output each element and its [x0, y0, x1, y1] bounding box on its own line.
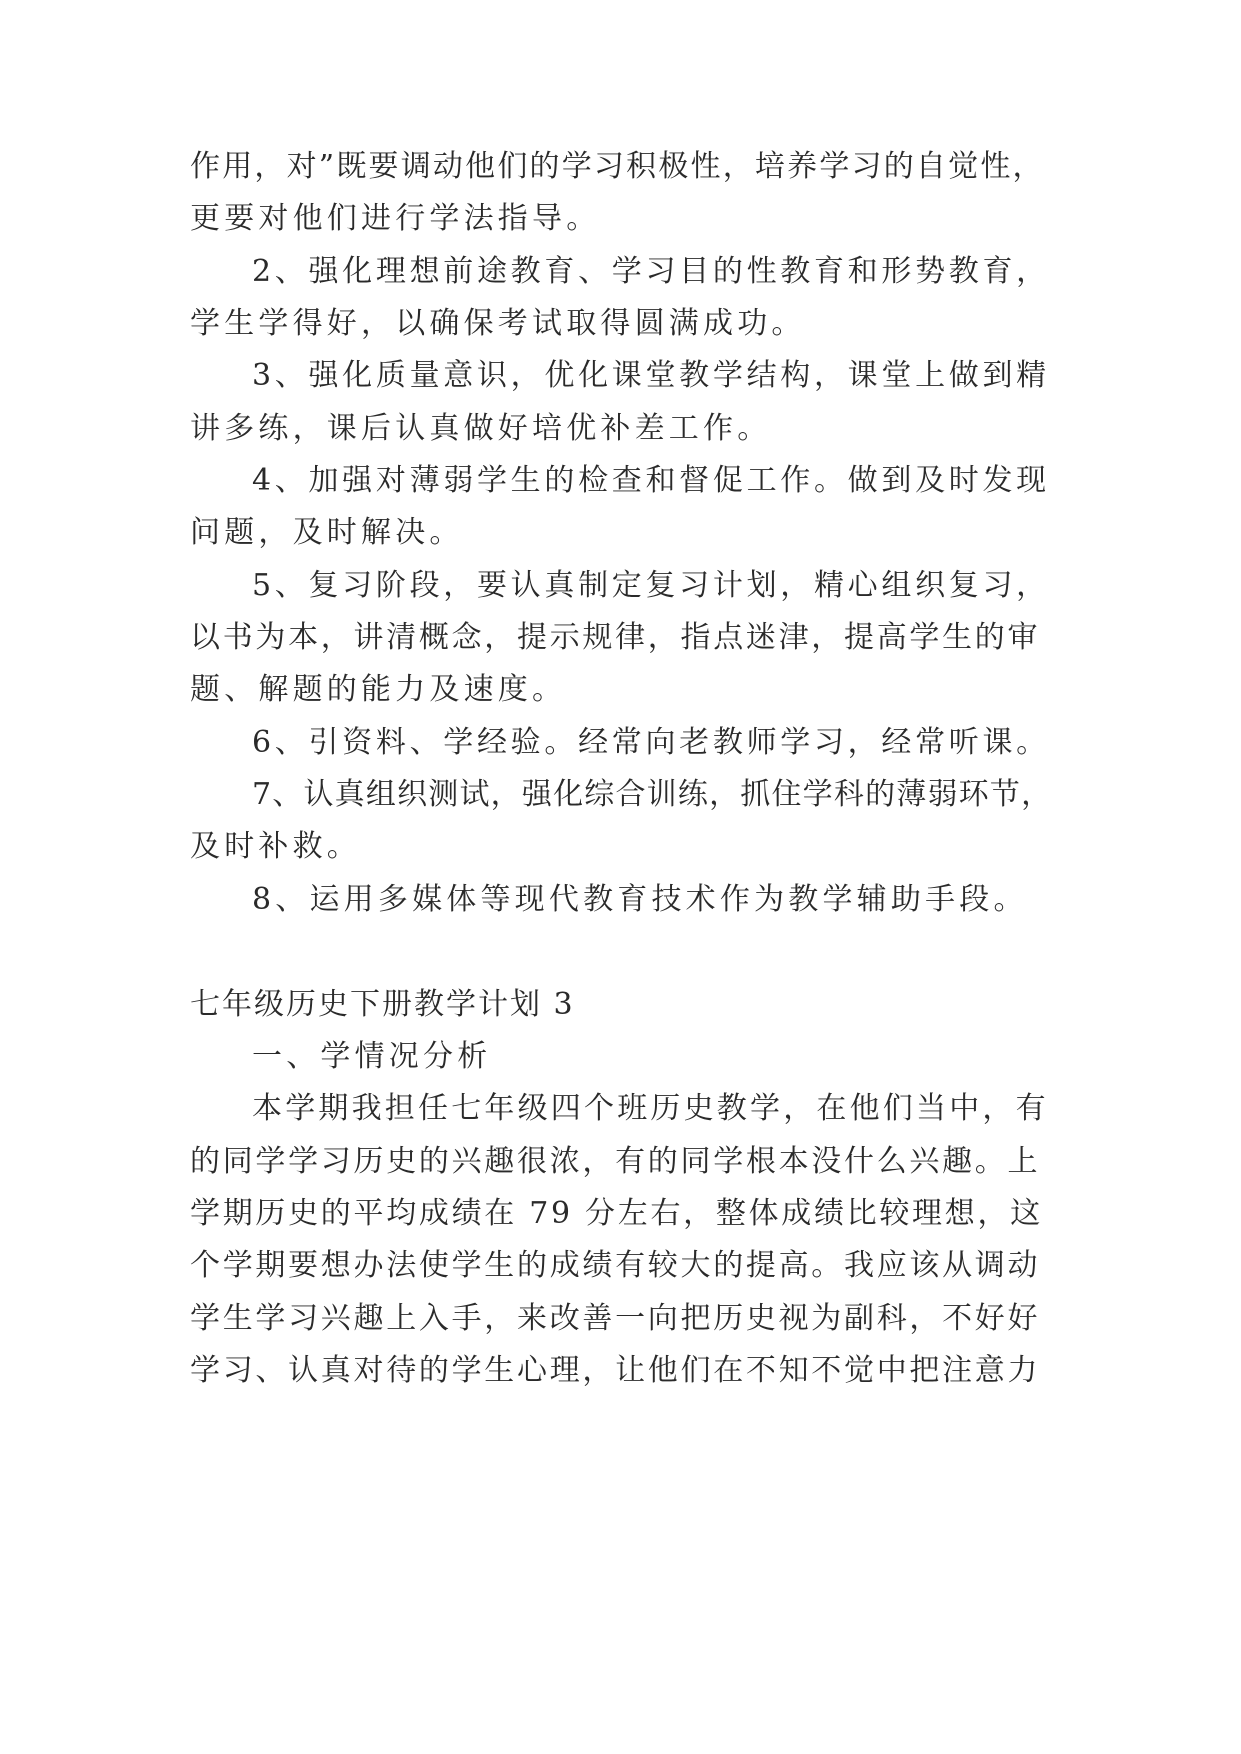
body-text-line: 作用，对”既要调动他们的学习积极性，培养学习的自觉性，: [190, 149, 1045, 184]
list-item-3-line: 3、强化质量意识，优化课堂教学结构，课堂上做到精: [252, 358, 1050, 393]
list-item-8-line: 8、运用多媒体等现代教育技术作为教学辅助手段。: [252, 882, 1028, 917]
list-item-4-line: 问题，及时解决。: [190, 515, 464, 550]
body-text-line: 更要对他们进行学法指导。: [190, 201, 601, 236]
list-item-3-line: 讲多练，课后认真做好培优补差工作。: [190, 411, 772, 446]
list-item-2-line: 2、强化理想前途教育、学习目的性教育和形势教育，: [252, 254, 1050, 289]
list-item-6-line: 6、引资料、学经验。经常向老教师学习，经常听课。: [252, 725, 1050, 760]
list-item-2-line: 学生学得好，以确保考试取得圆满成功。: [190, 306, 806, 341]
subsection-title: 一、学情况分析: [252, 1039, 492, 1074]
list-item-5-line: 以书为本，讲清概念，提示规律，指点迷津，提高学生的审: [190, 620, 1041, 655]
list-item-7-line: 及时补救。: [190, 829, 361, 864]
analysis-text-line: 个学期要想办法使学生的成绩有较大的提高。我应该从调动: [190, 1248, 1041, 1283]
analysis-text-line: 学生学习兴趣上入手，来改善一向把历史视为副科，不好好: [190, 1301, 1041, 1336]
list-item-5-line: 题、解题的能力及速度。: [190, 672, 567, 707]
section-title: 七年级历史下册教学计划 3: [190, 987, 575, 1022]
list-item-4-line: 4、加强对薄弱学生的检查和督促工作。做到及时发现: [252, 463, 1050, 498]
analysis-text-line: 学习、认真对待的学生心理，让他们在不知不觉中把注意力: [190, 1353, 1041, 1388]
list-item-5-line: 5、复习阶段，要认真制定复习计划，精心组织复习，: [252, 568, 1050, 603]
analysis-text-line: 学期历史的平均成绩在 79 分左右，整体成绩比较理想，这: [190, 1196, 1043, 1231]
list-item-7-line: 7、认真组织测试，强化综合训练，抓住学科的薄弱环节，: [252, 777, 1053, 812]
document-page: [190, 0, 1052, 1754]
analysis-text-line: 的同学学习历史的兴趣很浓，有的同学根本没什么兴趣。上: [190, 1144, 1041, 1179]
analysis-text-line: 本学期我担任七年级四个班历史教学，在他们当中，有: [252, 1091, 1049, 1126]
